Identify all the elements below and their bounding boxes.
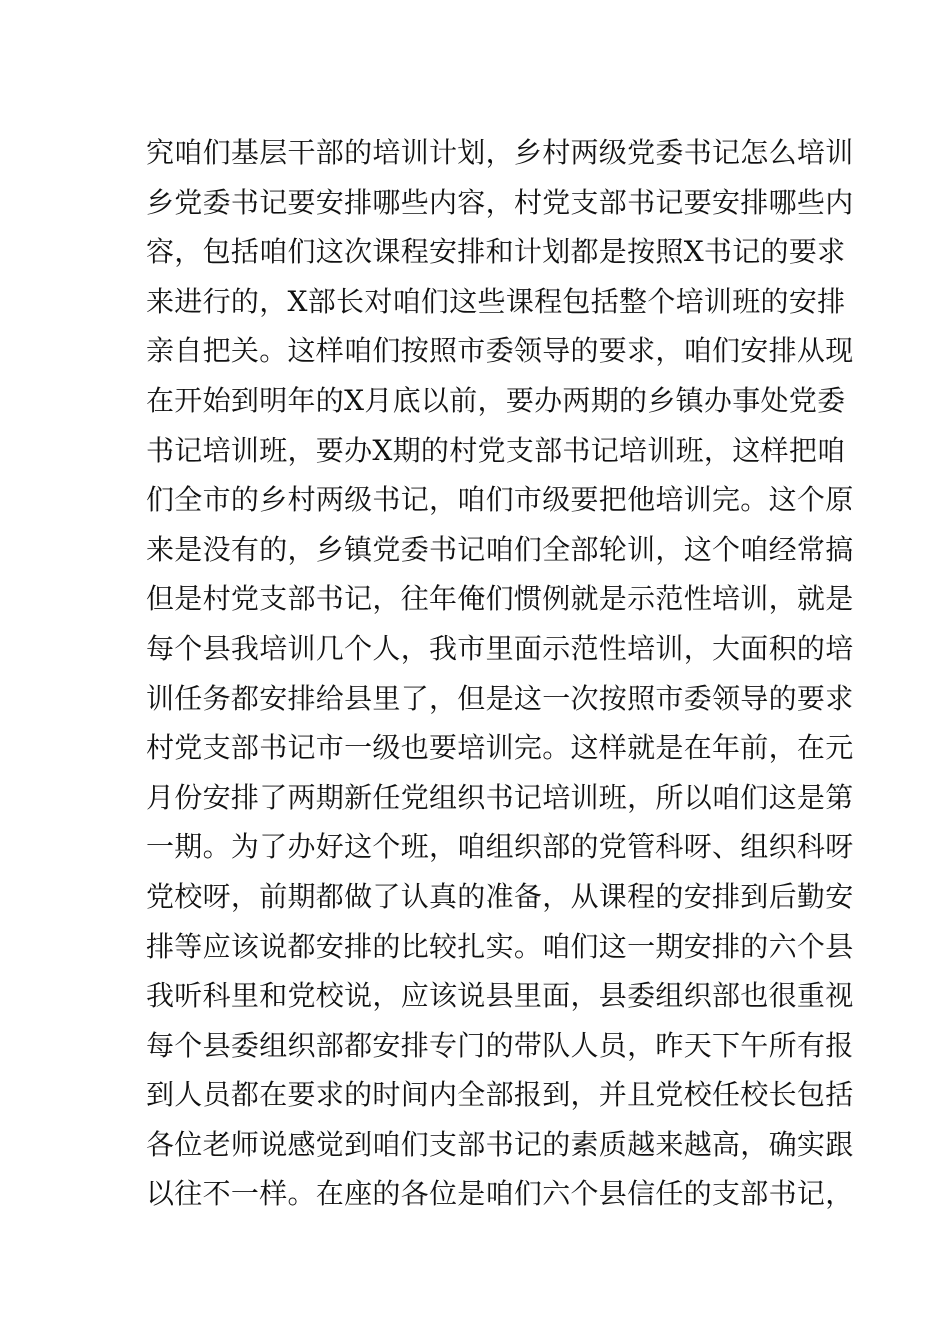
text-line: 每个县我培训几个人，我市里面示范性培训，大面积的培 (146, 631, 854, 665)
text-line: 党校呀，前期都做了认真的准备，从课程的安排到后勤安 (146, 879, 854, 913)
text-line: 每个县委组织部都安排专门的带队人员，昨天下午所有报 (146, 1028, 854, 1062)
text-line: 容，包括咱们这次课程安排和计划都是按照X书记的要求 (146, 235, 846, 269)
text-line: 我听科里和党校说，应该说县里面，县委组织部也很重视 (146, 979, 854, 1013)
text-line: 但是村党支部书记，往年俺们惯例就是示范性培训，就是 (146, 582, 854, 616)
text-line: 排等应该说都安排的比较扎实。咱们这一期安排的六个县 (146, 929, 854, 963)
text-line: 来进行的，X部长对咱们这些课程包括整个培训班的安排 (146, 284, 846, 318)
text-line: 们全市的乡村两级书记，咱们市级要把他培训完。这个原 (146, 483, 854, 517)
text-line: 各位老师说感觉到咱们支部书记的素质越来越高，确实跟 (146, 1127, 854, 1161)
text-line: 到人员都在要求的时间内全部报到，并且党校任校长包括 (146, 1078, 854, 1112)
text-line: 来是没有的，乡镇党委书记咱们全部轮训，这个咱经常搞 (146, 532, 854, 566)
body-text (146, 128, 854, 1219)
text-line: 一期。为了办好这个班，咱组织部的党管科呀、组织科呀 (146, 830, 854, 864)
text-line: 村党支部书记市一级也要培训完。这样就是在年前，在元 (146, 731, 854, 765)
text-line: 究咱们基层干部的培训计划，乡村两级党委书记怎么培训 (146, 136, 854, 169)
text-line: 书记培训班，要办X期的村党支部书记培训班，这样把咱 (146, 433, 846, 467)
text-line: 以往不一样。在座的各位是咱们六个县信任的支部书记， (146, 1177, 854, 1211)
text-line: 月份安排了两期新任党组织书记培训班，所以咱们这是第 (146, 780, 854, 814)
text-line: 亲自把关。这样咱们按照市委领导的要求，咱们安排从现 (146, 334, 854, 368)
text-line: 训任务都安排给县里了，但是这一次按照市委领导的要求 (146, 681, 854, 715)
text-line: 乡党委书记要安排哪些内容，村党支部书记要安排哪些内 (146, 185, 854, 219)
text-line: 在开始到明年的X月底以前，要办两期的乡镇办事处党委 (146, 383, 846, 417)
